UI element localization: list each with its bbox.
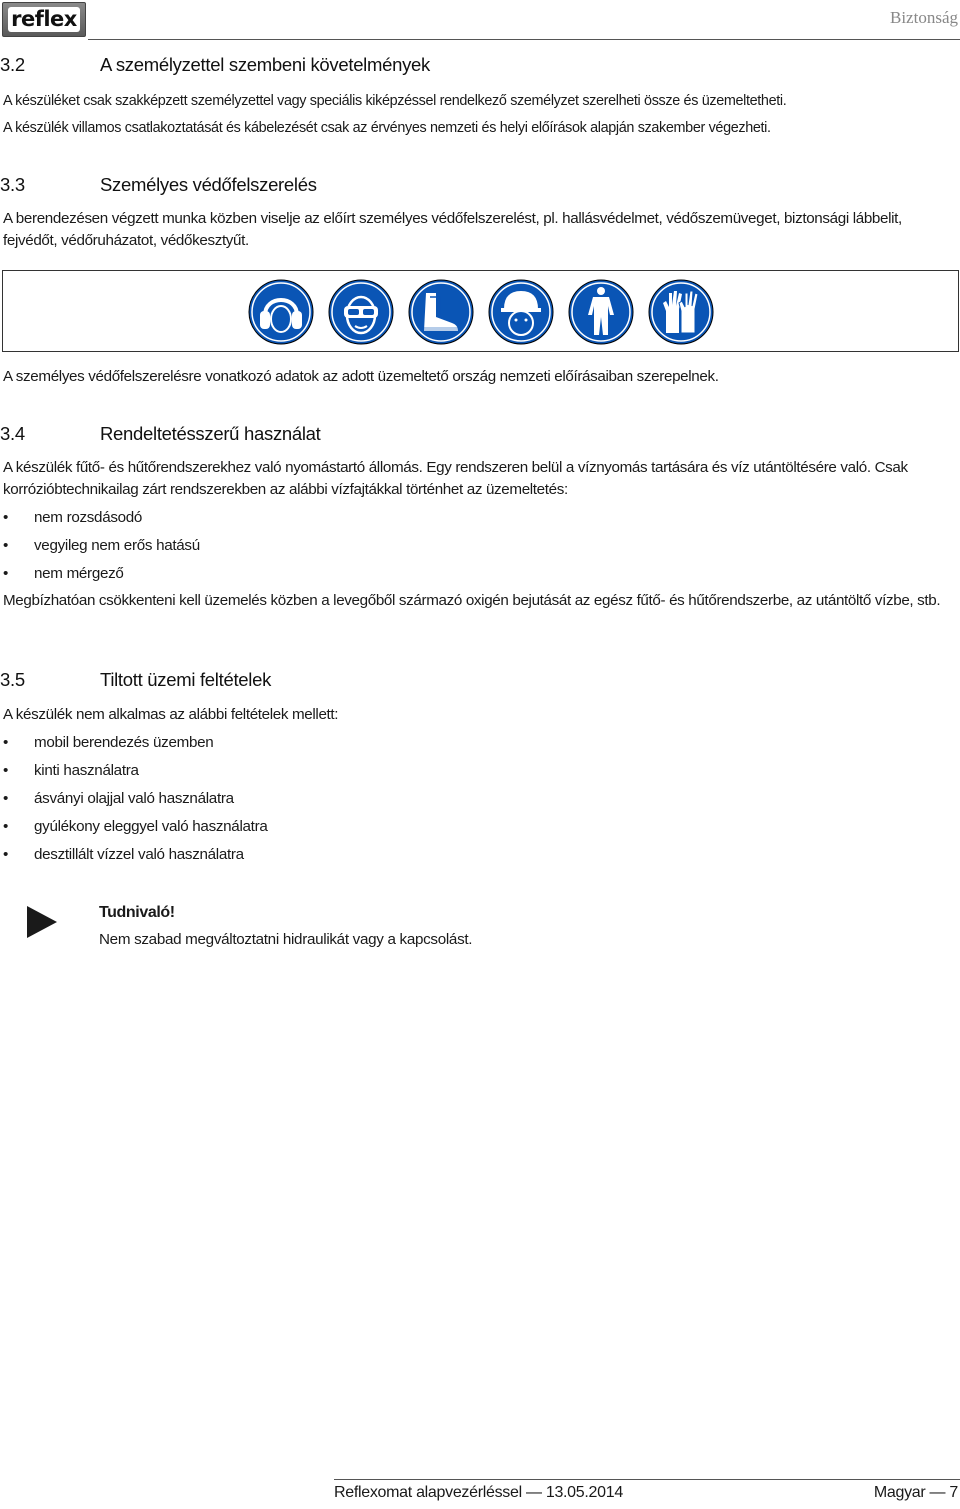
protective-clothing-icon	[568, 279, 634, 345]
header-rule	[88, 39, 960, 40]
heading-3-4	[0, 423, 321, 445]
note-arrow-icon	[27, 906, 57, 938]
note-text: Nem szabad megváltoztatni hidraulikát vagy a kapcsolást.	[99, 931, 473, 948]
heading-3-2	[0, 54, 430, 76]
logo-text: reflex	[8, 7, 80, 32]
list-item: • vegyileg nem erős hatású	[3, 535, 200, 563]
heading-title: A személyzettel szembeni követelmények	[100, 54, 430, 75]
list-item: • desztillált vízzel való használatra	[3, 844, 268, 872]
protective-gloves-icon	[648, 279, 714, 345]
paragraph: A készülék fűtő- és hűtőrendszerekhez való nyomástartó állomás. Egy rendszeren belül a víznyomás tartására és víz utántöltésére való. Csak korrózióbtechnikailag zárt rendszerekben az alábbi vízfajtákkal történhet az üzemeltetés:	[3, 459, 908, 498]
heading-3-5	[0, 669, 271, 691]
list-item: • mobil berendezés üzemben	[3, 732, 268, 760]
heading-number: 3.2	[0, 54, 25, 75]
reflex-logo	[2, 2, 86, 37]
ear-protection-icon	[248, 279, 314, 345]
safety-goggles-icon	[328, 279, 394, 345]
list-item: • kinti használatra	[3, 760, 268, 788]
footer-rule	[334, 1479, 960, 1480]
heading-number: 3.5	[0, 669, 25, 690]
hard-hat-icon	[488, 279, 554, 345]
safety-boots-icon	[408, 279, 474, 345]
footer-document-info: Reflexomat alapvezérléssel — 13.05.2014	[334, 1484, 623, 1501]
ppe-icon-panel	[2, 270, 959, 352]
heading-title: Rendeltetésszerű használat	[100, 423, 321, 444]
paragraph: A berendezésen végzett munka közben viselje az előírt személyes védőfelszerelést, pl. hallásvédelmet, védőszemüveget, biztonsági lábbelit, fejvédőt, védőruházatot, védőkesztyűt.	[3, 210, 902, 249]
heading-number: 3.4	[0, 423, 25, 444]
list-item: • gyúlékony eleggyel való használatra	[3, 816, 268, 844]
heading-3-3	[0, 174, 317, 196]
heading-title: Tiltott üzemi feltételek	[100, 669, 272, 690]
list-item: • nem mérgező	[3, 563, 200, 591]
water-types-list	[3, 507, 200, 591]
paragraph: A készülék villamos csatlakoztatását és kábelezését csak az érvényes nemzeti és helyi előírások alapján szakember végezheti.	[3, 120, 771, 136]
paragraph: A készüléket csak szakképzett személyzettel vagy speciális kiképzéssel rendelkező személyzet szerelheti össze és üzemeltetheti.	[3, 93, 787, 109]
prohibited-conditions-list	[3, 732, 268, 872]
section-label: Biztonság	[890, 8, 958, 27]
list-item: • ásványi olajjal való használatra	[3, 788, 268, 816]
footer-page-info: Magyar — 7	[873, 1484, 958, 1501]
paragraph: A készülék nem alkalmas az alábbi feltételek mellett:	[3, 706, 339, 723]
paragraph: A személyes védőfelszerelésre vonatkozó adatok az adott üzemeltető ország nemzeti előírásaiban szerepelnek.	[3, 368, 719, 385]
paragraph: Megbízhatóan csökkenteni kell üzemelés közben a levegőből származó oxigén bejutását az egész fűtő- és hűtőrendszerbe, az utántöltő vízbe, stb.	[3, 592, 941, 609]
heading-title: Személyes védőfelszerelés	[100, 174, 317, 195]
list-item: • nem rozsdásodó	[3, 507, 200, 535]
heading-number: 3.3	[0, 174, 25, 195]
note-title: Tudnivaló!	[99, 904, 175, 921]
